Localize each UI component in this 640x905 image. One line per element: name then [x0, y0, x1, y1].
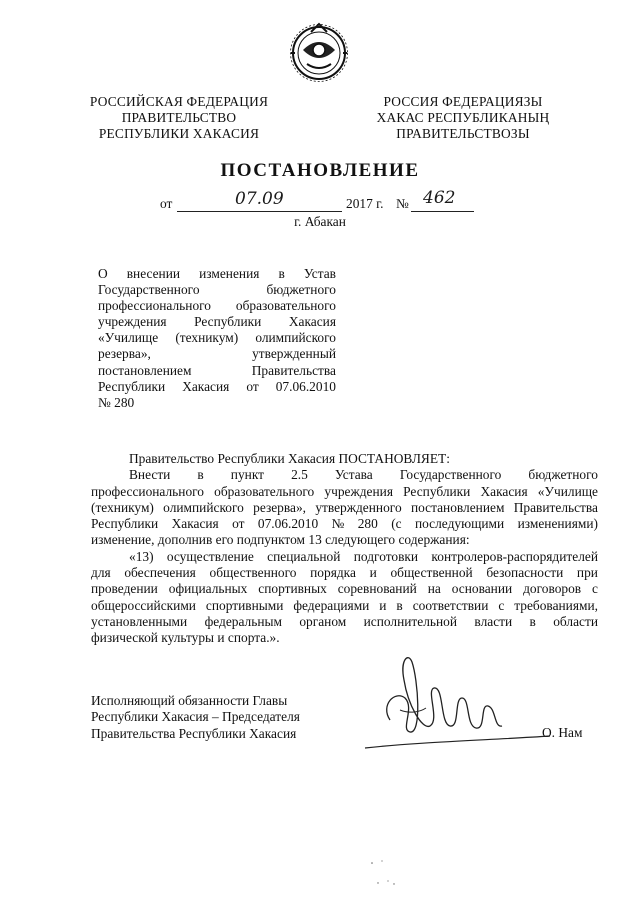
- number-label: №: [396, 196, 409, 211]
- signatory-position-line: Исполняющий обязанности Главы: [91, 693, 288, 708]
- body-line-text: профессионального образовательного учреждения Республики Хакасия «Училище: [91, 483, 598, 499]
- word: общественного: [209, 565, 297, 581]
- word: в: [278, 266, 285, 281]
- word: порядка: [310, 565, 356, 581]
- body-line-text: физической культуры и спорта.».: [91, 630, 280, 646]
- word: олимпийского: [255, 330, 336, 346]
- word: изменениями): [517, 516, 598, 532]
- number-handwritten: 462: [423, 188, 456, 208]
- body-line: [91, 500, 598, 516]
- signatory-position: [91, 693, 300, 742]
- word: Республики: [91, 516, 159, 532]
- subject-line: [98, 346, 336, 362]
- signatory-position-line: Правительства Республики Хакасия: [91, 725, 297, 741]
- date-from-label: от: [160, 196, 173, 211]
- word: Государственного: [98, 282, 200, 298]
- word: пункт: [230, 467, 265, 483]
- subject-line: [98, 298, 336, 314]
- city: г. Абакан: [294, 214, 346, 229]
- body-line: [91, 614, 598, 630]
- header-right-line: ХАКАС РЕСПУБЛИКАНЫҢ: [376, 110, 550, 125]
- scan-speck-icon: [360, 855, 410, 895]
- body-line: [91, 630, 598, 646]
- number-underline: [411, 211, 474, 212]
- subject-line: [98, 363, 336, 379]
- date-handwritten: 07.09: [235, 189, 284, 209]
- word: в: [529, 613, 536, 629]
- word: органом: [299, 613, 347, 629]
- subject-line: [98, 379, 336, 395]
- word: Государственного: [399, 467, 502, 483]
- word: федеральным: [204, 613, 282, 629]
- word: от: [232, 516, 245, 532]
- body-line: [91, 549, 598, 565]
- word: резерва»,: [98, 346, 151, 362]
- word: образовательного: [235, 298, 336, 314]
- signatory-position-line: Республики Хакасия – Председателя: [91, 709, 300, 725]
- header-left: [84, 94, 274, 142]
- word: Хакасия: [182, 378, 230, 394]
- word: и: [369, 565, 377, 581]
- word: (техникум): [175, 330, 239, 346]
- word: обеспечения: [124, 565, 196, 581]
- word: области: [553, 613, 598, 629]
- word: безопасности: [486, 565, 564, 581]
- subject-line: [98, 395, 336, 411]
- word: № 280: [98, 394, 135, 410]
- word: учреждения: [98, 314, 167, 330]
- word: №: [331, 516, 345, 532]
- subject-line: [98, 282, 336, 298]
- word: исполнительной: [363, 613, 458, 629]
- body-line-text: изменение, дополнив его подпунктом 13 следующего содержания:: [91, 532, 470, 548]
- body-line: [91, 565, 598, 581]
- header-left-line: РОССИЙСКАЯ ФЕДЕРАЦИЯ: [89, 94, 269, 109]
- body-line-text: (техникум) олимпийского резерва», утвержденного постановлением Правительства: [91, 499, 598, 515]
- header-right-line: РОССИЯ ФЕДЕРАЦИЯЗЫ: [383, 94, 543, 109]
- word: 07.06.2010: [275, 378, 336, 394]
- header-right-line: ПРАВИТЕЛЬСТВОЗЫ: [396, 126, 530, 141]
- word: власти: [474, 613, 513, 629]
- signatory-name: О. Нам: [542, 725, 583, 740]
- word: «Училище: [98, 330, 159, 346]
- word: Хакасия: [288, 314, 336, 330]
- subject-block: [98, 266, 336, 411]
- date-underline: [177, 211, 342, 212]
- word: бюджетного: [528, 467, 598, 483]
- word: О: [98, 266, 108, 281]
- word: для: [91, 565, 111, 581]
- body-line-text: общероссийскими спортивными федерациями и в соответствии с требованиями,: [91, 597, 598, 613]
- word: в: [197, 467, 204, 483]
- word: внесении: [126, 266, 181, 281]
- body-line: [91, 598, 598, 614]
- document-title: ПОСТАНОВЛЕНИЕ: [220, 160, 420, 181]
- date-year: 2017 г.: [346, 196, 384, 211]
- word: Устав: [303, 266, 336, 281]
- header-left-line: ПРАВИТЕЛЬСТВО: [121, 110, 237, 125]
- header-left-line: РЕСПУБЛИКИ ХАКАСИЯ: [98, 126, 260, 141]
- khakassia-coat-of-arms-icon: [289, 20, 349, 84]
- body-line: [91, 581, 598, 597]
- word: установленными: [91, 613, 188, 629]
- word: Республики: [194, 314, 262, 330]
- word: бюджетного: [266, 282, 336, 298]
- word: Республики: [98, 378, 166, 394]
- word: последующими: [414, 516, 505, 532]
- word: 07.06.2010: [257, 516, 319, 532]
- word: при: [576, 565, 598, 581]
- body-line: [91, 532, 598, 548]
- word: Правительства: [251, 362, 336, 378]
- handwritten-signature-icon: [360, 650, 560, 760]
- word: (с: [391, 516, 402, 532]
- resolution-body: [91, 451, 598, 647]
- body-line-text: проведении официальных спортивных соревнований на основании договоров с: [91, 581, 598, 597]
- word: Внести: [129, 467, 171, 483]
- word: от: [246, 378, 259, 394]
- word: 2.5: [291, 467, 308, 483]
- word: утвержденный: [252, 346, 336, 362]
- word: Устава: [334, 467, 373, 483]
- header-right: [368, 94, 558, 142]
- word: общественной: [390, 565, 473, 581]
- word: 280: [357, 516, 378, 532]
- word: постановлением: [98, 362, 192, 378]
- word: профессионального: [98, 298, 211, 314]
- subject-line: [98, 266, 336, 282]
- subject-line: [98, 314, 336, 330]
- resolution-text: [91, 467, 598, 646]
- body-line: [91, 484, 598, 500]
- subject-line: [98, 330, 336, 346]
- word: изменения: [199, 266, 260, 281]
- body-line-text: «13) осуществление специальной подготовки контролеров-распорядителей: [129, 548, 598, 564]
- resolution-intro: Правительство Республики Хакасия ПОСТАНОВЛЯЕТ:: [129, 451, 450, 466]
- body-line: [91, 467, 598, 483]
- word: Хакасия: [171, 516, 219, 532]
- body-line: [91, 516, 598, 532]
